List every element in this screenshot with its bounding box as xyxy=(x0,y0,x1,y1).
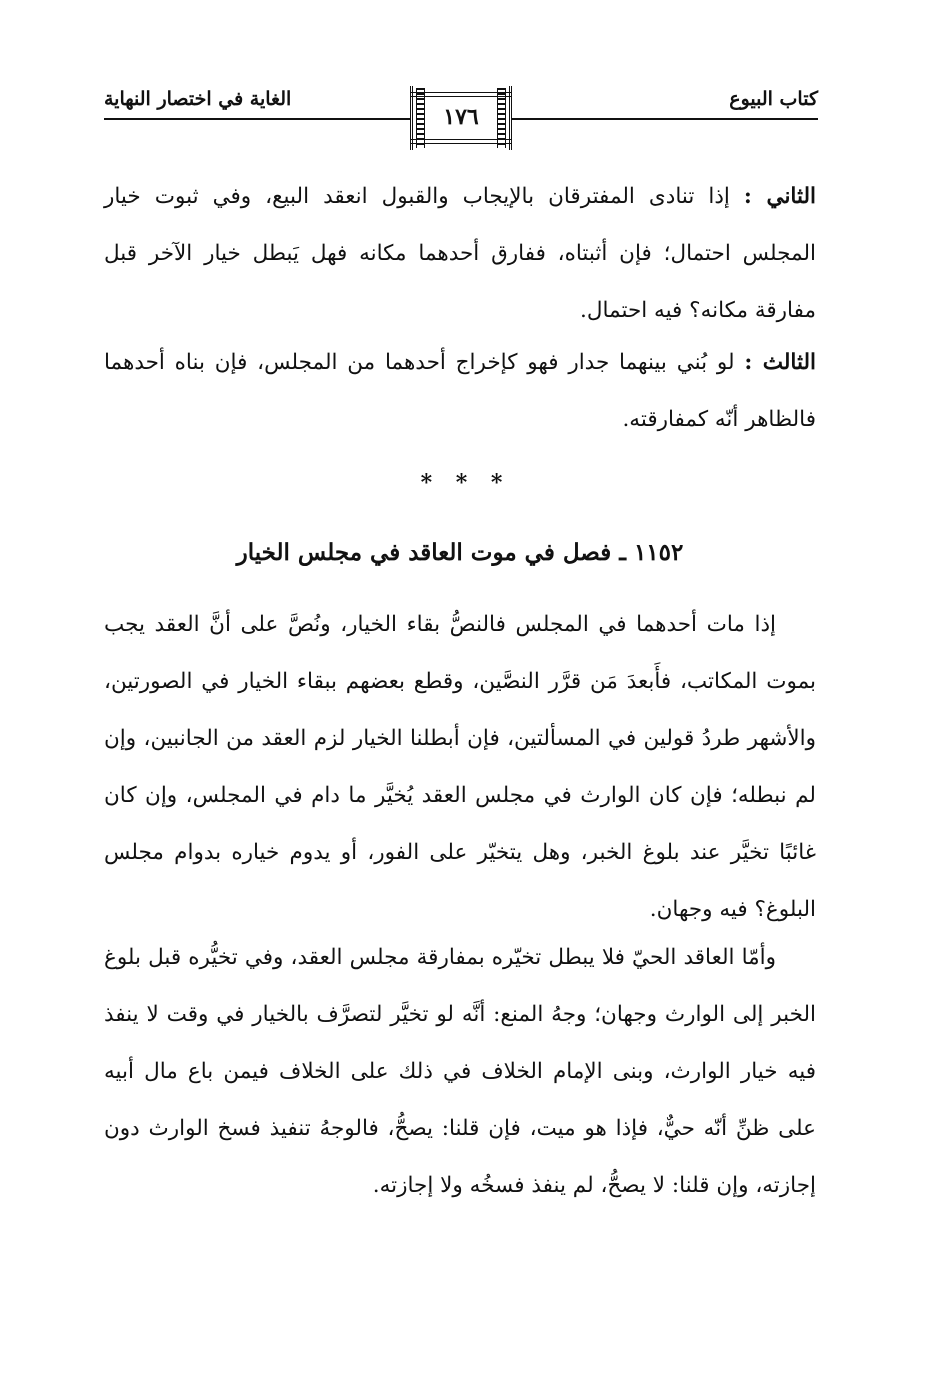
paragraph-third-case xyxy=(104,334,816,448)
paragraph-text: إذا تنادى المفترقان بالإيجاب والقبول انعقد البيع، وفي ثبوت خيار المجلس احتمال؛ فإن أثبتاه، ففارق أحدهما مكانه فهل يَبطل خيار الآخر قبل مفارقة مكانه؟ فيه احتمال. xyxy=(104,184,816,323)
header-book-section: كتاب البيوع xyxy=(729,88,818,110)
header-book-title: الغاية في اختصار النهاية xyxy=(104,88,292,110)
section-separator: * * * xyxy=(420,470,511,496)
paragraph-text: لو بُني بينهما جدار فهو كإخراج أحدهما من المجلس، فإن بناه أحدهما فالظاهر أنّه كمفارقته. xyxy=(104,350,816,432)
section-heading: ١١٥٢ ـ فصل في موت العاقد في مجلس الخيار xyxy=(236,539,684,566)
page-number: ١٧٦ xyxy=(443,104,479,130)
paragraph-lead: الثالث : xyxy=(744,350,816,375)
paragraph-second-case xyxy=(104,168,816,339)
paragraph-lead: الثاني : xyxy=(743,184,816,209)
section-paragraph: إذا مات أحدهما في المجلس فالنصُّ بقاء الخيار، ونُصَّ على أنَّ العقد يجب بموت المكاتب، فأَبعدَ مَن قرَّر النصَّين، وقطع بعضهم ببقاء الخيار في الصورتين، والأشهر طردُ قولين في المسألتين، فإن أبطلنا الخيار لزم العقد من الجانبين، وإن لم نبطله؛ فإن كان الوارث في مجلس العقد يُخيَّر ما دام في المجلس، وإن كان غائبًا تخيَّر عند بلوغ الخبر، وهل يتخيّر على الفور، أو يدوم خياره بدوام مجلس البلوغ؟ فيه وجهان. xyxy=(104,612,816,922)
running-header xyxy=(104,88,818,158)
page-number-frame xyxy=(410,86,512,150)
section-paragraph: وأمّا العاقد الحيّ فلا يبطل تخيّره بمفارقة مجلس العقد، وفي تخيُّره قبل بلوغ الخبر إلى الوارث وجهان؛ وجهُ المنع: أنَّه لو تخيَّر لتصرَّف بالخيار في وقت لا ينفذ فيه خيار الوارث، وبنى الإمام الخلاف في ذلك على الخلاف فيمن باع مال أبيه على ظنِّ أنّه حيٌّ، فإذا هو ميت، فإن قلنا: يصحُّ، فالوجهُ تنفيذ فسخ الوارث دون إجازته، وإن قلنا: لا يصحُّ، لم ينفذ فسخُه ولا إجازته. xyxy=(104,945,816,1198)
